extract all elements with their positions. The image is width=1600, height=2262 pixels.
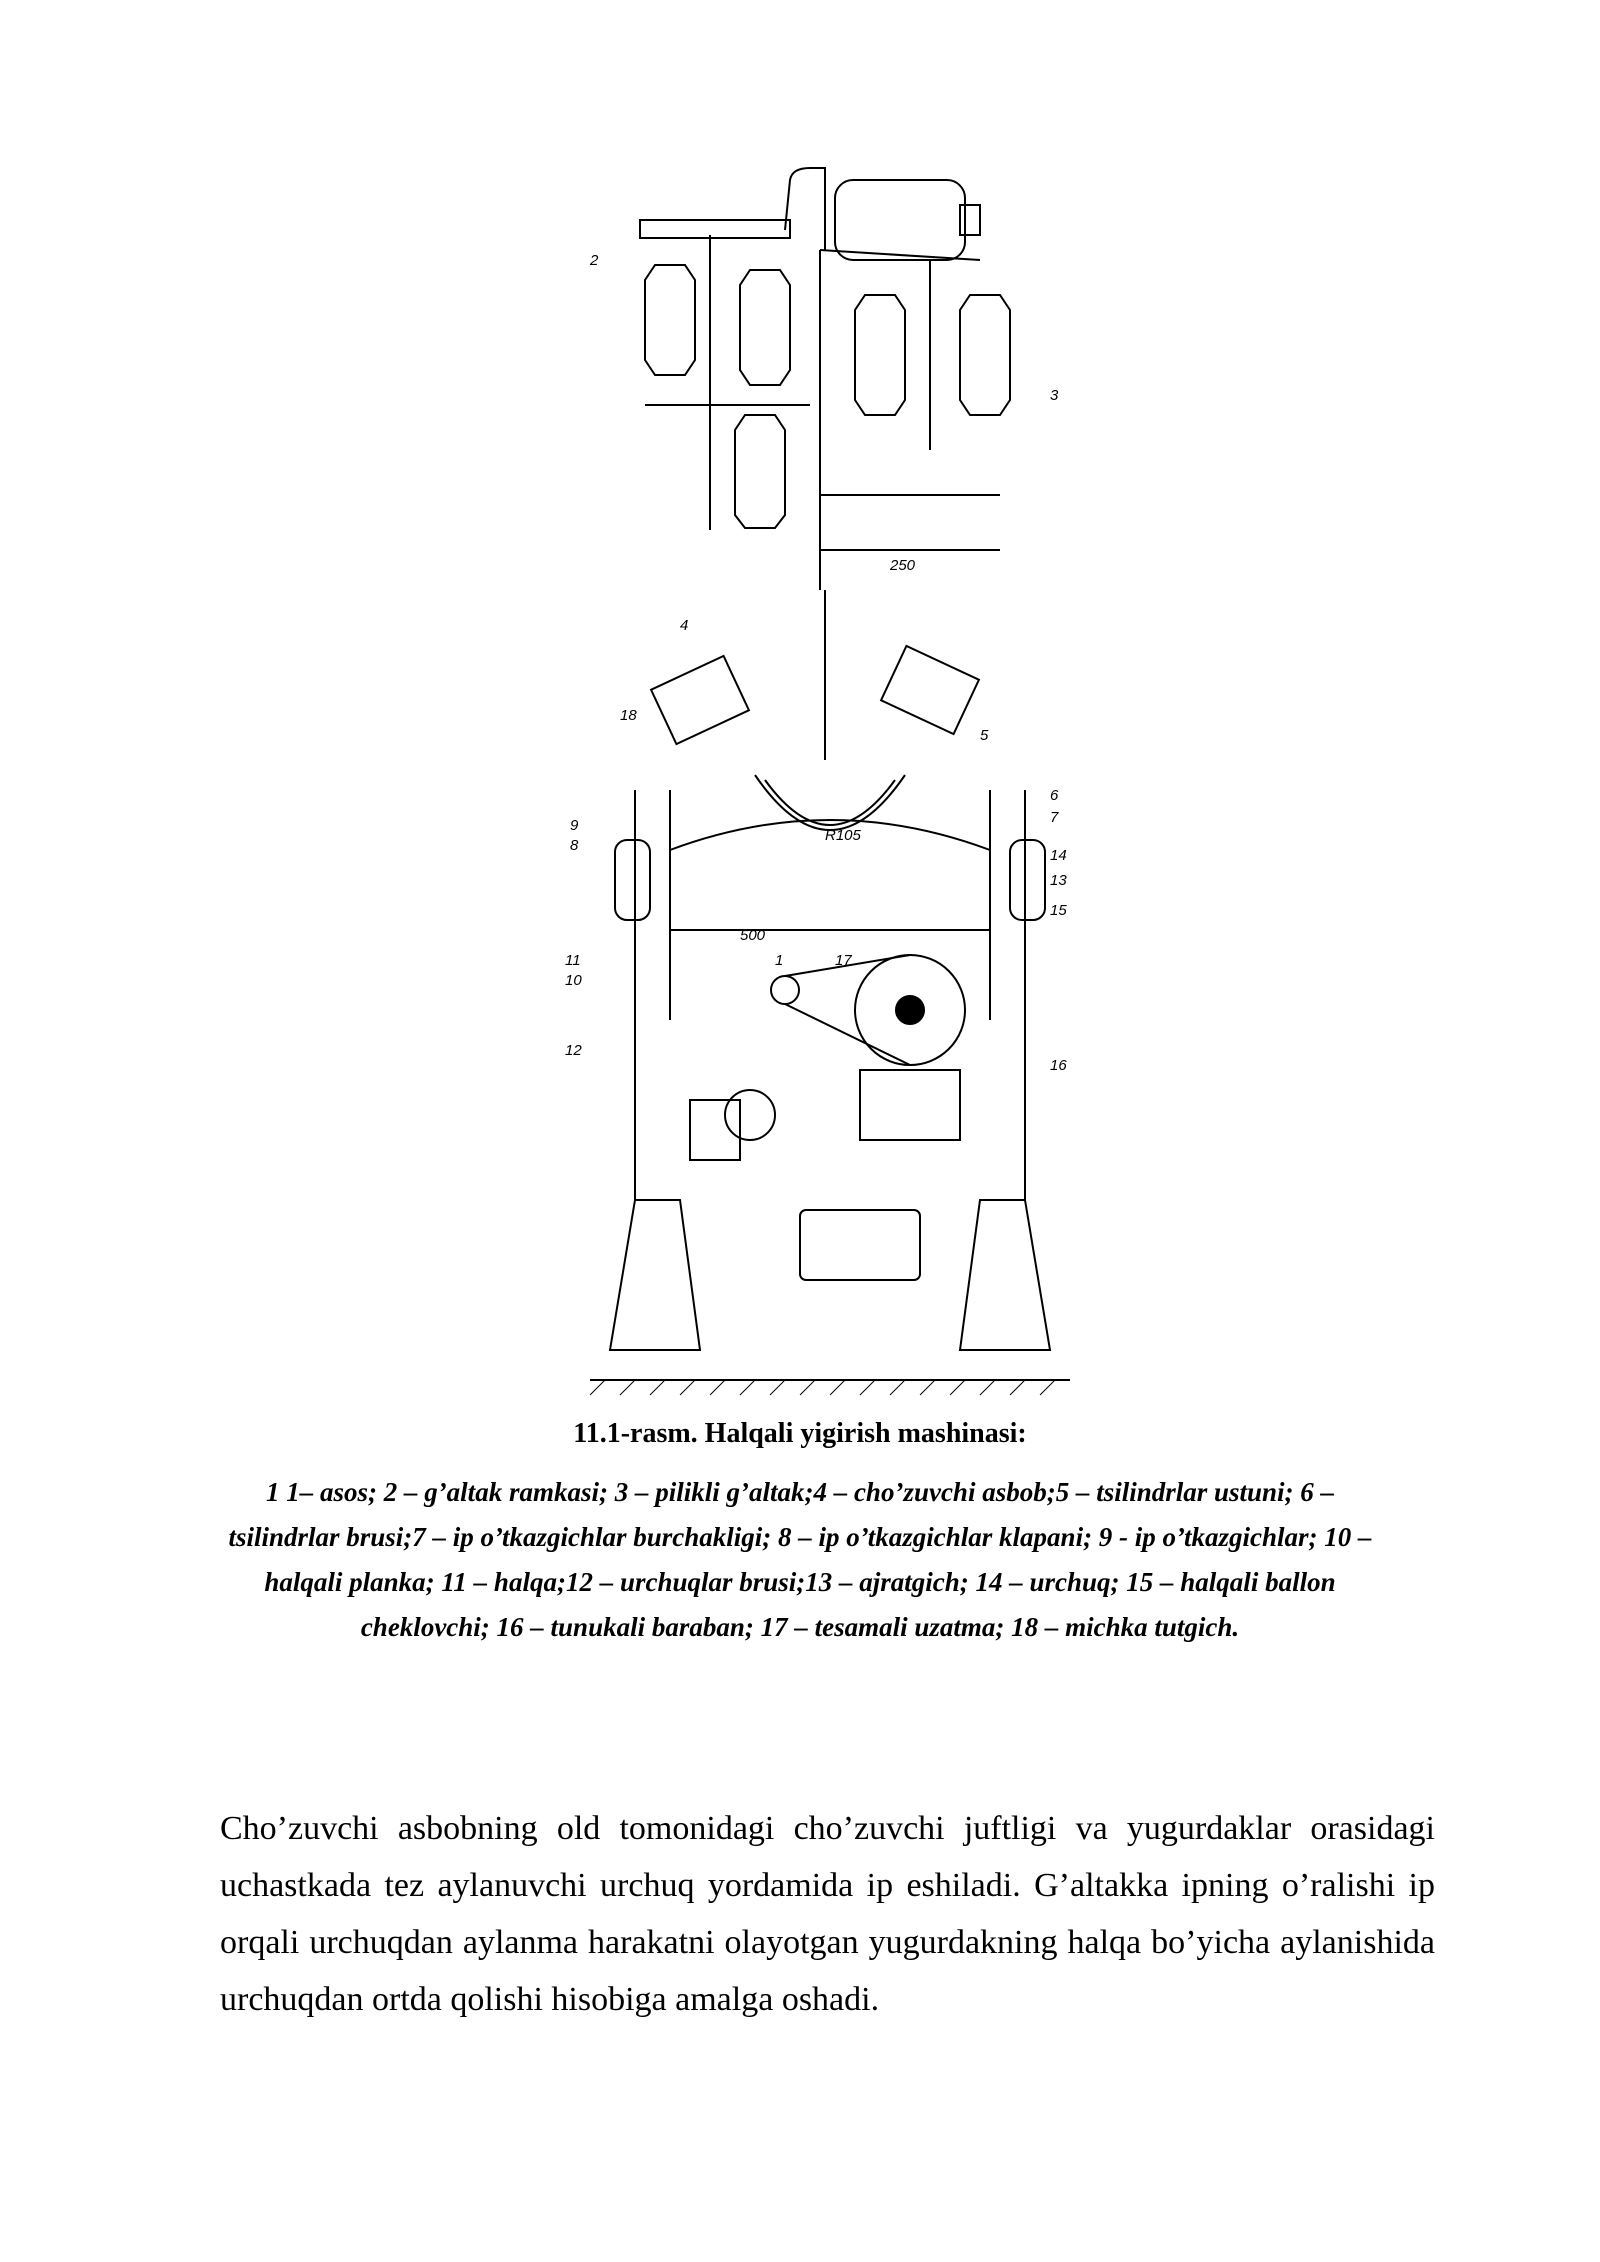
label-14: 14 xyxy=(1050,847,1067,864)
blower-nozzle xyxy=(960,205,980,235)
label-2: 2 xyxy=(590,252,599,269)
leg-right xyxy=(960,1200,1050,1350)
balloon-limiter-right xyxy=(1010,840,1045,920)
body-paragraph: Cho’zuvchi asbobning old tomonidagi cho’zuvchi juftligi va yugurdaklar orasidagi uchastkada tez aylanuvchi urchuq yordamida ip eshiladi. G’altakka ipning o’ralishi ip orqali urchuqdan aylanma harakatni olayotgan yugurdakning halqa bo’yicha aylanishida urchuqdan ortda qolishi hisobiga amalga oshadi. xyxy=(220,1810,1435,2018)
label-8: 8 xyxy=(570,837,579,854)
bobbin xyxy=(960,295,1010,415)
label-5: 5 xyxy=(980,727,989,744)
label-500: 500 xyxy=(740,927,766,944)
figure-caption-title: 11.1-rasm. Halqali yigirish mashinasi: xyxy=(573,1418,1027,1449)
motor xyxy=(800,1210,920,1280)
label-1: 1 xyxy=(775,952,784,969)
label-r105: R105 xyxy=(825,827,861,844)
label-13: 13 xyxy=(1050,872,1067,889)
bobbin xyxy=(855,295,905,415)
bobbin xyxy=(740,270,790,385)
label-250: 250 xyxy=(890,557,916,574)
leg-left xyxy=(610,1200,700,1350)
label-6: 6 xyxy=(1050,787,1059,804)
label-16: 16 xyxy=(1050,1057,1067,1074)
floor-hatching xyxy=(590,1380,1055,1395)
label-9: 9 xyxy=(570,817,579,834)
label-10: 10 xyxy=(565,972,582,989)
label-15: 15 xyxy=(1050,902,1067,919)
label-18: 18 xyxy=(620,707,637,724)
label-3: 3 xyxy=(1050,387,1059,404)
balloon-limiter-left xyxy=(615,840,650,920)
label-11: 11 xyxy=(565,952,581,969)
drafting-system-right xyxy=(881,646,979,734)
machine-figure xyxy=(560,150,1100,1405)
label-17: 17 xyxy=(835,952,852,969)
label-12: 12 xyxy=(565,1042,582,1059)
bobbin xyxy=(645,265,695,375)
machine-diagram xyxy=(560,150,1100,1405)
drafting-system-left xyxy=(651,656,749,744)
central-bowl xyxy=(765,780,895,825)
creel-top-bar xyxy=(640,220,790,238)
label-7: 7 xyxy=(1050,809,1059,826)
bobbin xyxy=(735,415,785,528)
motor-pulley xyxy=(725,1090,775,1140)
blower-body xyxy=(835,180,965,260)
label-4: 4 xyxy=(680,617,689,634)
figure-caption-legend: 1 1– asos; 2 – g’altak ramkasi; 3 – pilikli g’altak;4 – cho’zuvchi asbob;5 – tsilindrlar ustuni; 6 – tsilindrlar brusi;7 – ip o’tkazgichlar burchakligi; 8 – ip o’tkazgichlar klapani; 9 - ip o’tkazgichlar; 10 – halqali planka; 11 – halqa;12 – urchuqlar brusi;13 – ajratgich; 14 – urchuq; 15 – halqali ballon cheklovchi; 16 – tunukali baraban; 17 – tesamali uzatma; 18 – michka tutgich. xyxy=(228,1477,1372,1642)
